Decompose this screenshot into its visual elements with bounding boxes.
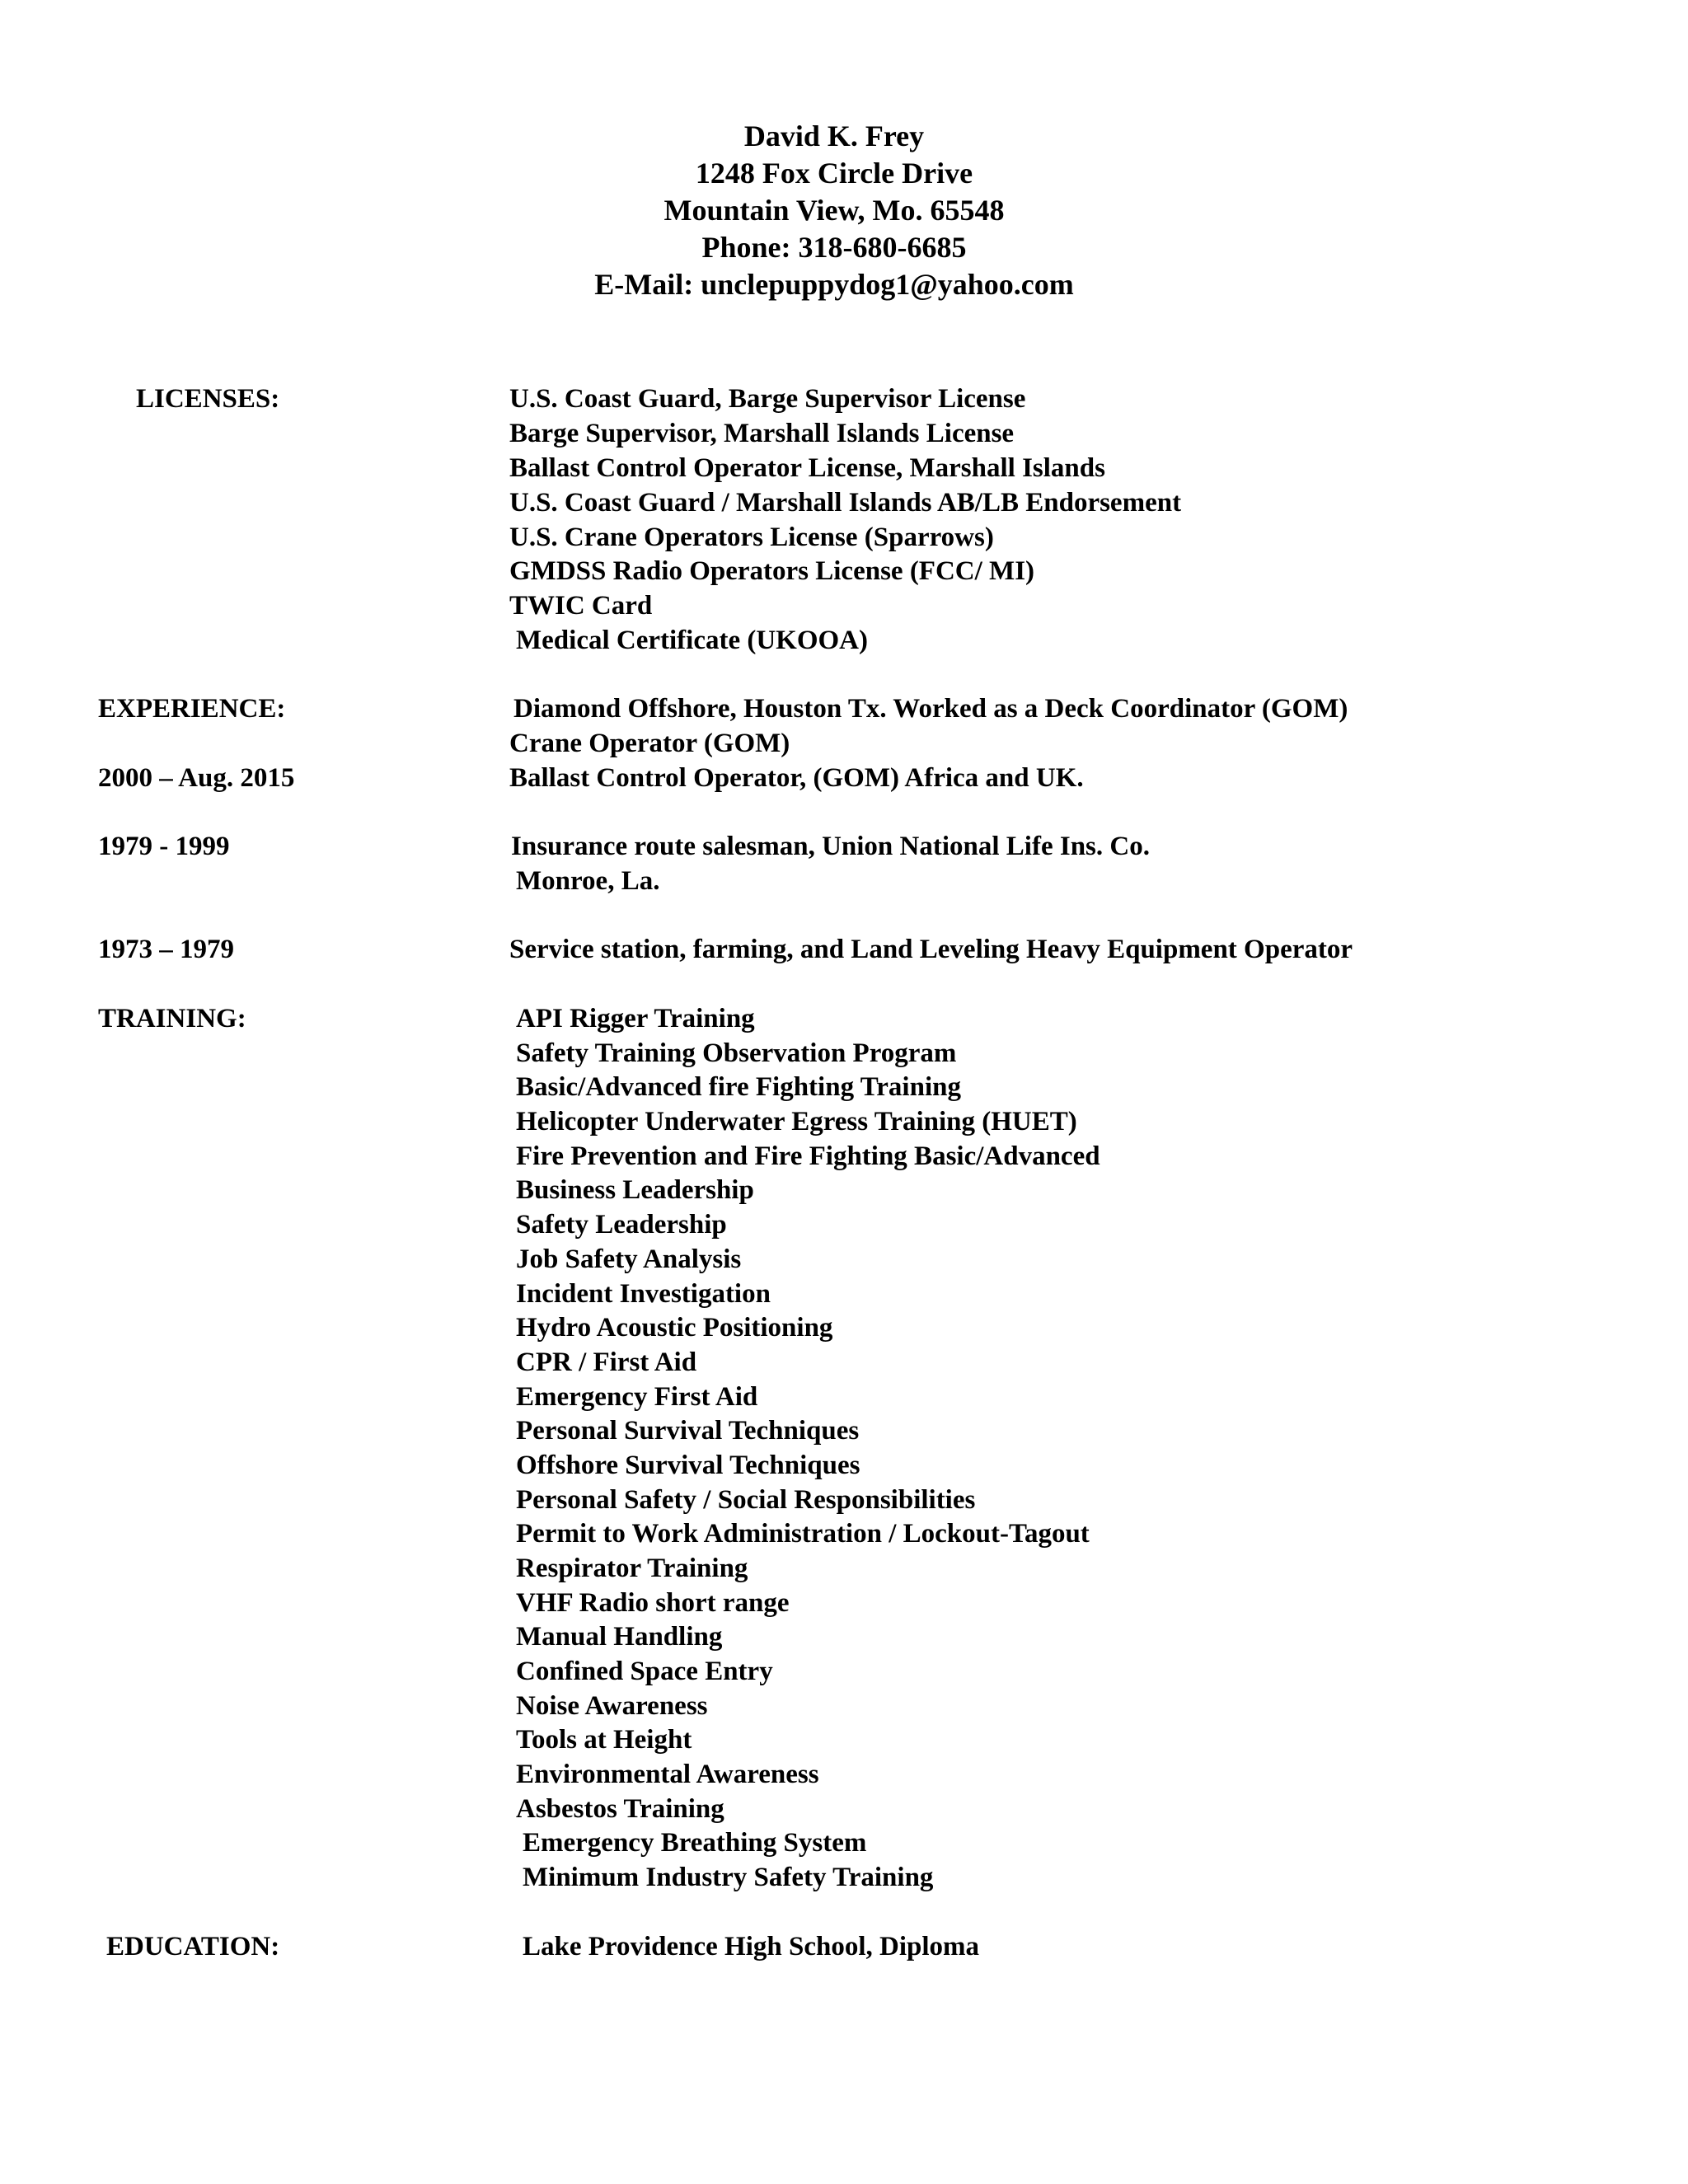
experience-line: Diamond Offshore, Houston Tx. Worked as a Deck Coordinator (GOM) — [513, 694, 1348, 724]
training-item: Business Leadership — [516, 1175, 754, 1205]
training-item: Offshore Survival Techniques — [516, 1451, 860, 1480]
training-item: Permit to Work Administration / Lockout-Tagout — [516, 1519, 1090, 1549]
license-item: Medical Certificate (UKOOA) — [516, 626, 869, 655]
experience-dates: 2000 – Aug. 2015 — [98, 763, 295, 793]
experience-line: Service station, farming, and Land Leveling Heavy Equipment Operator — [509, 935, 1353, 964]
experience-line: Insurance route salesman, Union National Life Ins. Co. — [511, 832, 1150, 861]
email-address: E-Mail: unclepuppydog1@yahoo.com — [594, 268, 1074, 301]
training-item: Personal Survival Techniques — [516, 1416, 860, 1446]
license-item: Ballast Control Operator License, Marshall Islands — [509, 453, 1105, 483]
licenses-label: LICENSES: — [136, 384, 280, 414]
training-item: Confined Space Entry — [516, 1657, 773, 1686]
experience-dates: 1973 – 1979 — [98, 935, 234, 964]
experience-dates: 1979 - 1999 — [98, 832, 230, 861]
license-item: Barge Supervisor, Marshall Islands License — [509, 419, 1015, 448]
experience-label: EXPERIENCE: — [98, 694, 286, 724]
experience-line: Monroe, La. — [516, 866, 660, 896]
training-item: Safety Leadership — [516, 1210, 727, 1240]
training-item: Emergency Breathing System — [523, 1828, 867, 1858]
license-item: TWIC Card — [509, 591, 653, 621]
training-item: API Rigger Training — [516, 1004, 755, 1033]
education-label: EDUCATION: — [106, 1932, 280, 1961]
education-item: Lake Providence High School, Diploma — [523, 1932, 980, 1961]
training-item: Personal Safety / Social Responsibilities — [516, 1485, 976, 1515]
training-item: Asbestos Training — [516, 1794, 724, 1824]
training-item: Hydro Acoustic Positioning — [516, 1313, 833, 1343]
license-item: U.S. Crane Operators License (Sparrows) — [509, 523, 994, 552]
experience-line: Ballast Control Operator, (GOM) Africa and UK. — [509, 763, 1084, 793]
training-item: Helicopter Underwater Egress Training (HUET) — [516, 1107, 1077, 1137]
resume-header — [0, 118, 1668, 303]
training-item: VHF Radio short range — [516, 1588, 790, 1618]
training-item: Incident Investigation — [516, 1279, 771, 1309]
address-line-1: 1248 Fox Circle Drive — [695, 157, 973, 190]
training-item: Minimum Industry Safety Training — [523, 1863, 934, 1892]
training-item: CPR / First Aid — [516, 1347, 697, 1377]
training-item: Noise Awareness — [516, 1691, 708, 1721]
training-item: Tools at Height — [516, 1725, 692, 1755]
training-item: Job Safety Analysis — [516, 1244, 742, 1274]
training-item: Environmental Awareness — [516, 1760, 819, 1789]
experience-line: Crane Operator (GOM) — [509, 729, 790, 758]
license-item: GMDSS Radio Operators License (FCC/ MI) — [509, 556, 1035, 586]
applicant-name: David K. Frey — [743, 120, 925, 152]
training-item: Emergency First Aid — [516, 1382, 758, 1412]
training-label: TRAINING: — [98, 1004, 246, 1033]
address-line-2: Mountain View, Mo. 65548 — [663, 194, 1005, 227]
license-item: U.S. Coast Guard, Barge Supervisor License — [509, 384, 1026, 414]
license-item: U.S. Coast Guard / Marshall Islands AB/LB Endorsement — [509, 488, 1182, 518]
training-item: Respirator Training — [516, 1554, 748, 1583]
training-item: Manual Handling — [516, 1622, 723, 1652]
phone-number: Phone: 318-680-6685 — [701, 231, 967, 264]
training-item: Basic/Advanced fire Fighting Training — [516, 1072, 961, 1102]
training-item: Fire Prevention and Fire Fighting Basic/Advanced — [516, 1141, 1100, 1171]
training-item: Safety Training Observation Program — [516, 1038, 957, 1068]
